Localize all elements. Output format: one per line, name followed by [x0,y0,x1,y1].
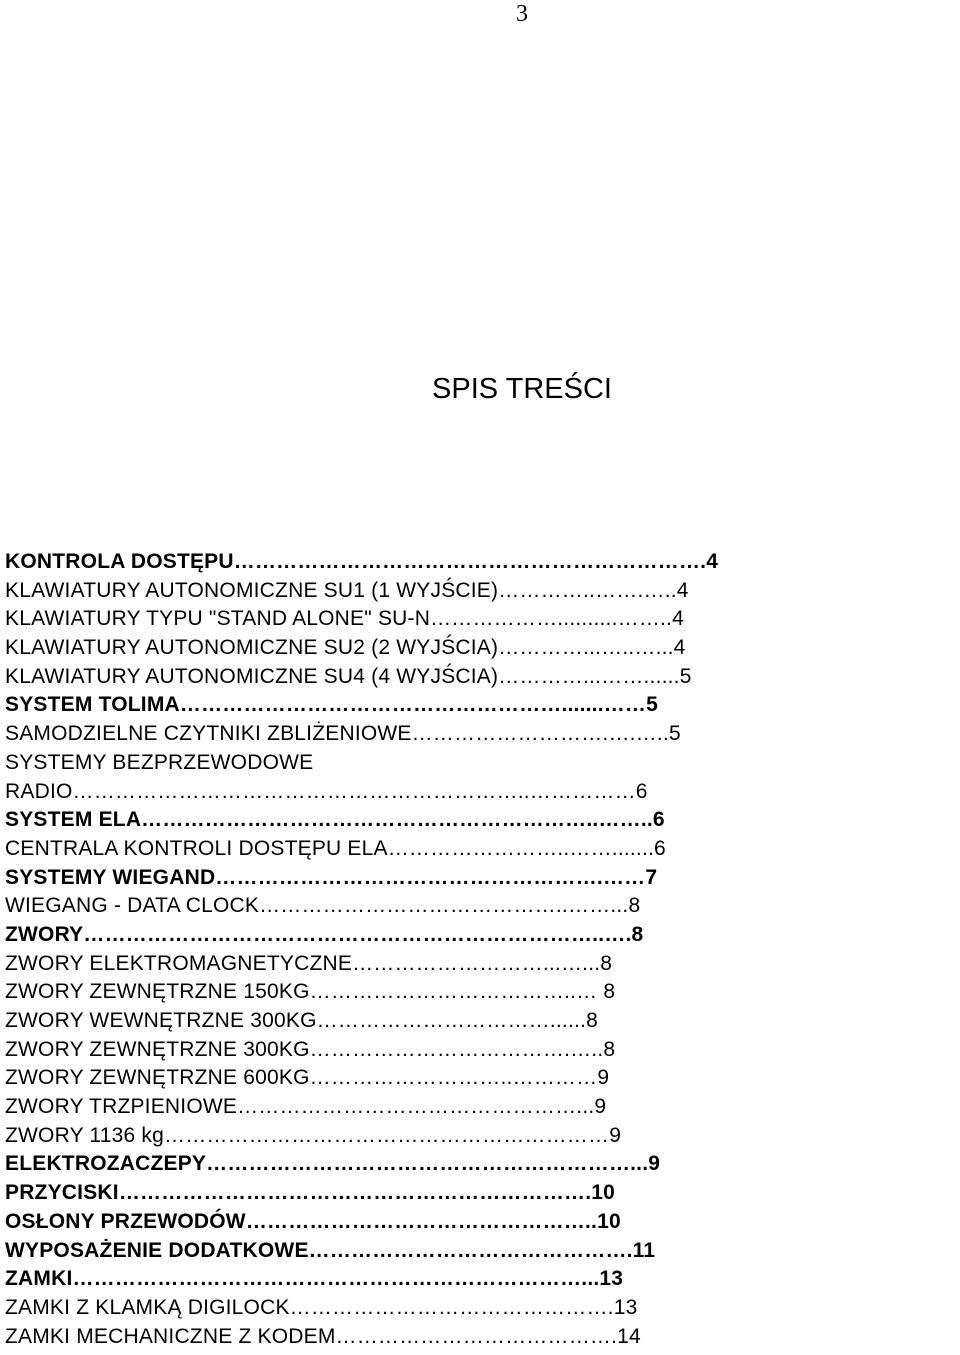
toc-entry: ZWORY TRZPIENIOWE…………………………………………...9 [5,1095,607,1119]
toc-entry: CENTRALA KONTROLI DOSTĘPU ELA……………………..…….......6 [5,836,666,860]
toc-entry: ZWORY WEWNĘTRZNE 300KG……………………………......8 [5,1009,598,1032]
toc-entry: ZAMKI Z KLAMKĄ DIGILOCK……………………………………….13 [5,1295,638,1319]
table-of-contents [5,548,956,1351]
toc-entry: ELEKTROZACZEPY……………………………………………………...9 [5,1152,661,1176]
toc-entry: ZWORY………………………………………………………………..….8 [5,922,644,946]
toc-entry: ZWORY ZEWNĘTRZNE 300KG……………………………….…..8 [5,1037,616,1061]
toc-entry: SYSTEMY WIEGAND……………………………………………….……7 [5,865,658,889]
toc-entry: KLAWIATURY AUTONOMICZNE SU2 (2 WYJŚCIA)…………...…..…...4 [5,636,686,660]
toc-entry: ZAMKI………………………………………………………………...13 [5,1267,624,1291]
toc-entry: KONTROLA DOSTĘPU………………………………………………………….4 [5,550,719,573]
toc-entry: ZWORY ELEKTROMAGNETYCZNE………………………...…...8 [5,951,613,975]
toc-entry: RADIO………………………………………………………..……………6 [5,779,648,803]
toc-entry: KLAWIATURY AUTONOMICZNE SU4 (4 WYJŚCIA)…………...……......5 [5,664,692,688]
toc-entry: SYSTEMY BEZPRZEWODOWE [5,750,314,774]
toc-entry: SYSTEM ELA………………………………………………………..……..6 [5,808,665,832]
toc-entry: PRZYCISKI………………………………………………………….10 [5,1181,616,1205]
toc-entry: SYSTEM TOLIMA……………………………………………….......……5 [5,693,659,717]
toc-entry: OSŁONY PRZEWODÓW…………………………………………..10 [5,1209,621,1233]
toc-entry: ZWORY ZEWNĘTRZNE 150KG………………………………..… 8 [5,980,616,1004]
toc-entry: ZWORY ZEWNĘTRZNE 600KG………………………..…………9 [5,1066,610,1090]
toc-entry: KLAWIATURY TYPU "STAND ALONE" SU-N………………..........……..4 [5,607,684,631]
page-title: SPIS TREŚCI [432,373,612,405]
toc-entry: SAMODZIELNE CZYTNIKI ZBLIŻENIOWE……………………….….…..5 [5,722,681,746]
page-number: 3 [516,1,528,27]
toc-entry: KLAWIATURY AUTONOMICZNE SU1 (1 WYJŚCIE)…………..…….…..4 [5,578,689,602]
toc-entry: ZWORY 1136 kg………………………………………………………9 [5,1123,622,1147]
toc-entry: WIEGANG - DATA CLOCK……………………………………..……...8 [5,894,641,918]
toc-entry: ZAMKI MECHANICZNE Z KODEM………………………………….14 [5,1324,641,1348]
toc-entry: WYPOSAŻENIE DODATKOWE……………………………………….11 [5,1238,656,1262]
